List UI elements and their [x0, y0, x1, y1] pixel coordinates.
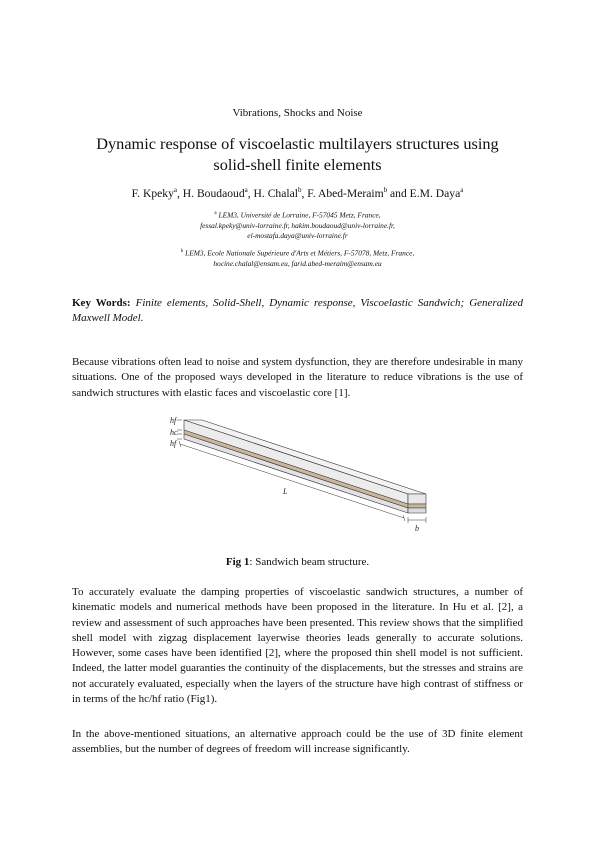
- paragraph-models: To accurately evaluate the damping properties of viscoelastic sandwich structures, a number of kinematic models and numerical methods have been proposed in the literature. In Hu et al. [2], a review and assessment of such approaches have been presented. This review shows that the simplified shell model with zigzag displacement layerwise theories leads generally to accurate solutions. However, some cases have been identified [2], where the proposed thin shell model is not sufficient. Indeed, the latter model guaranties the continuity of the displacements, but the stresses and strains are not accurately evaluated, especially when the layers of the structure have high contrast of stiffness or in terms of the hc/hf ratio (Fig1).: [72, 586, 523, 706]
- figure-caption: [0, 556, 595, 568]
- author-affiliation-mark: b: [383, 186, 388, 194]
- affiliation-mark: b: [180, 249, 184, 254]
- author-affiliation-mark: a: [460, 186, 464, 194]
- label-width: b: [415, 524, 419, 533]
- label-length: L: [283, 487, 288, 496]
- title-line-2: solid-shell finite elements: [213, 155, 382, 174]
- beam-end-face-lower: [408, 508, 426, 513]
- section-header: Vibrations, Shocks and Noise: [232, 107, 363, 119]
- affiliation-mark: a: [214, 211, 217, 216]
- caption-text: : Sandwich beam structure.: [249, 556, 370, 568]
- keywords: [72, 296, 523, 326]
- title-line-1: Dynamic response of viscoelastic multilayers structures using: [96, 134, 499, 153]
- beam-lower-face-layer: [184, 434, 408, 513]
- author-conjunction: and: [387, 186, 410, 200]
- beam-upper-face-layer: [184, 420, 408, 504]
- author-affiliation-mark: a: [173, 186, 177, 194]
- paragraph-alternative: In the above-mentioned situations, an alternative approach could be the use of 3D finite element assemblies, but the number of degrees of freedom will increase significantly.: [72, 728, 523, 756]
- keywords-label: Key Words:: [72, 297, 131, 309]
- author-name: F. Kpeky: [131, 186, 174, 200]
- affiliation-a: [0, 209, 595, 242]
- affiliation-email-line: hocine.chalal@ensam.eu, farid.abed-meraim@ensam.eu: [213, 258, 382, 268]
- paragraph-intro: Because vibrations often lead to noise and system dysfunction, they are therefore undesirable in many situations. One of the proposed ways developed in the literature to reduce vibrations is the use of sandwich structures with elastic faces and viscoelastic core [1].: [72, 356, 523, 399]
- sandwich-beam-figure: [168, 410, 428, 546]
- affiliation-line: LEM3, Université de Lorraine, F-57045 Metz, France,: [216, 210, 381, 220]
- paper-title: [60, 133, 535, 175]
- beam-core-layer: [184, 430, 408, 508]
- caption-label: Fig 1: [225, 556, 250, 568]
- label-hc: hc: [170, 428, 178, 437]
- author-name: H. Boudaoud: [182, 186, 245, 200]
- affiliation-email-line: el-mostafa.daya@univ-lorraine.fr: [247, 231, 348, 241]
- beam-end-face-upper: [408, 494, 426, 504]
- label-hf-bottom: hf: [170, 439, 177, 448]
- author-name: E.M. Daya: [409, 186, 461, 200]
- author-list: F. Kpeky$^a$, H. Boudaoud$^a$, H. Chalal$^b$, F. Abed-Meraim$^b$ and E.M. Daya$^a$: [131, 186, 464, 200]
- affiliation-line: LEM3, Ecole Nationale Supérieure d'Arts et Métiers, F-57078, Metz, France,: [183, 248, 415, 258]
- beam-end-face-core: [408, 504, 426, 508]
- author-affiliation-mark: b: [297, 186, 302, 194]
- beam-top-surface: [184, 420, 426, 494]
- author-affiliation-mark: a: [244, 186, 248, 194]
- author-name: H. Chalal: [253, 186, 298, 200]
- keywords-text: Finite elements, Solid-Shell, Dynamic response, Viscoelastic Sandwich; Generalized Maxwell Model.: [72, 297, 523, 325]
- author-name: F. Abed-Meraim: [307, 186, 384, 200]
- affiliation-b: [0, 247, 595, 269]
- affiliation-email-line: fessal.kpeky@univ-lorraine.fr, hakim.boudaoud@univ-lorraine.fr,: [200, 220, 395, 230]
- label-hf-top: hf: [170, 416, 177, 425]
